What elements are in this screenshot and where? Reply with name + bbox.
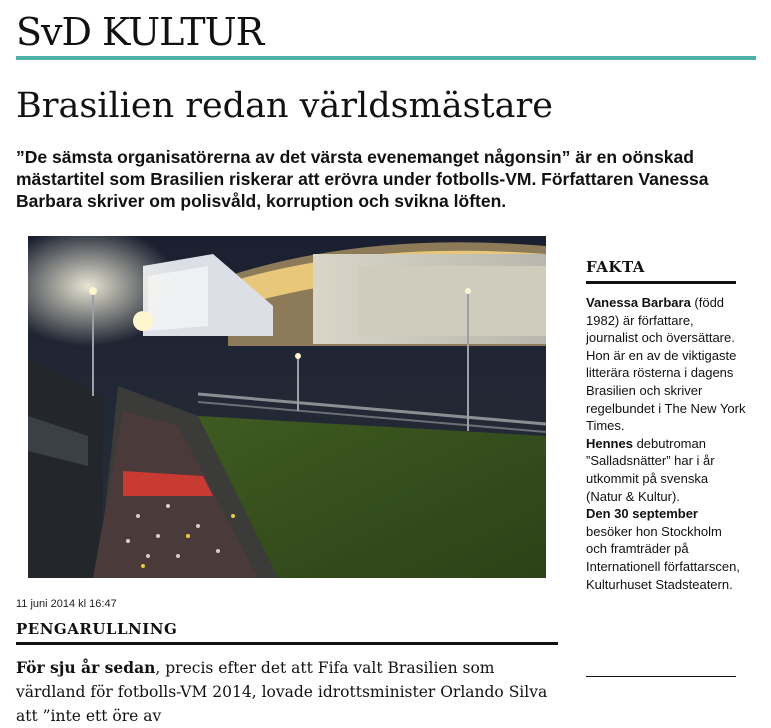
fakta-box xyxy=(586,294,746,593)
fakta-novel-text: debutroman ”Salladsnätter” har i år utkommit på svenska (Natur & Kultur). xyxy=(586,435,715,504)
body-paragraph: , precis efter det att Fifa valt Brasilien som värdland för fotbolls-VM 2014, lovade idrottsminister Orlando Silva att ”inte ett öre av xyxy=(16,659,548,725)
article-body xyxy=(16,656,561,728)
masthead-logo[interactable]: SvD KULTUR xyxy=(16,10,264,54)
section-divider xyxy=(16,642,558,645)
section-heading: PENGARULLNING xyxy=(16,620,178,638)
fakta-heading: FAKTA xyxy=(586,258,645,276)
article-headline: Brasilien redan världsmästare xyxy=(16,86,553,126)
publish-timestamp: 11 juni 2014 kl 16:47 xyxy=(16,598,117,610)
fakta-event-date: Den 30 september xyxy=(586,506,698,522)
fakta-end-divider xyxy=(586,676,736,677)
fakta-event-text: besöker hon Stockholm och framträder på Internationell författarscen, Kulturhuset Stadsteatern. xyxy=(586,523,740,592)
fakta-bio-text: (född 1982) är författare, journalist och översättare. Hon är en av de viktigaste litterära rösterna i dagens Brasilien och skriver regelbundet i The New York Times. xyxy=(586,295,746,434)
body-lead-in: För sju år sedan xyxy=(16,658,156,677)
fakta-paragraph-bio xyxy=(586,294,746,435)
fakta-novel-lead: Hennes xyxy=(586,435,633,451)
article-lead: ”De sämsta organisatörerna av det värsta evenemanget någonsin” är en oönskad mästartitel som Brasilien riskerar att erövra under fotbolls-VM. Författaren Vanessa Barbara skriver om polisvåld, korruption och svikna löften. xyxy=(16,147,709,211)
fakta-divider xyxy=(586,281,736,284)
fakta-bio-name: Vanessa Barbara xyxy=(586,295,691,310)
fakta-paragraph-event xyxy=(586,505,746,593)
stadium-crowd-photo-icon xyxy=(28,236,546,578)
article-photo[interactable] xyxy=(28,236,546,578)
fakta-paragraph-novel xyxy=(586,435,746,505)
masthead-divider xyxy=(16,56,756,60)
